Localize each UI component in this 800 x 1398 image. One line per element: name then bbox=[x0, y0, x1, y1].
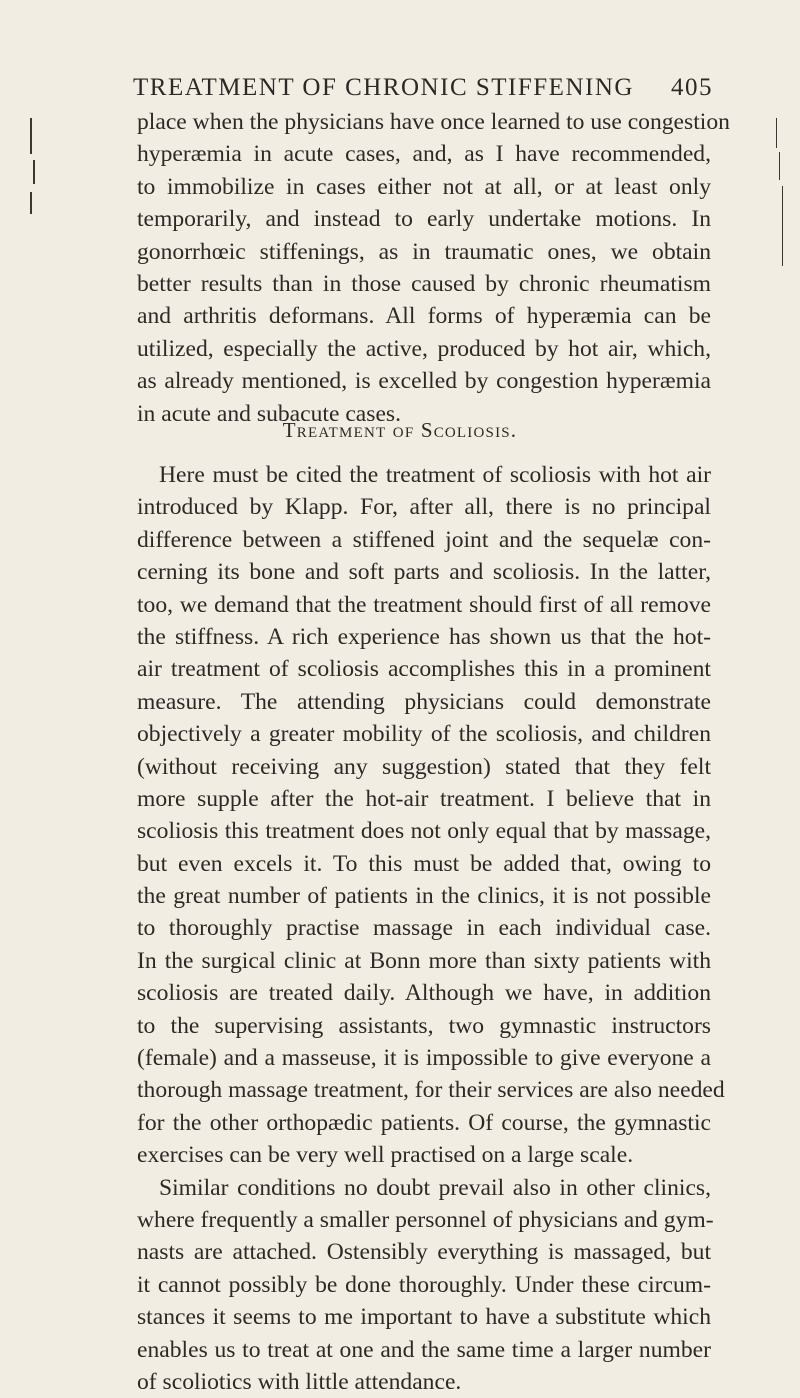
section-body bbox=[137, 459, 725, 1398]
text-line: too, we demand that the treatment should first of all remove bbox=[137, 591, 711, 618]
text-line: (without receiving any suggestion) stated that they felt bbox=[137, 753, 711, 780]
text-line: utilized, especially the active, produced by hot air, which, bbox=[137, 335, 711, 362]
text-line: temporarily, and instead to early undertake motions. In bbox=[137, 206, 711, 233]
text-line: nasts are attached. Ostensibly everything is massaged, but bbox=[137, 1239, 711, 1266]
page-number: 405 bbox=[671, 74, 713, 101]
text-line: where frequently a smaller personnel of physicians and gym- bbox=[137, 1206, 714, 1233]
running-head-title: TREATMENT OF CHRONIC STIFFENING bbox=[133, 74, 634, 101]
text-line: scoliosis are treated daily. Although we have, in addition bbox=[137, 980, 711, 1007]
text-line: objectively a greater mobility of the scoliosis, and children bbox=[137, 721, 711, 748]
running-head bbox=[133, 74, 713, 102]
text-line: of scoliotics with little attendance. bbox=[137, 1368, 462, 1395]
text-line: Here must be cited the treatment of scoliosis with hot air bbox=[159, 462, 711, 488]
section-heading bbox=[0, 418, 800, 443]
text-line: to the supervising assistants, two gymnastic instructors bbox=[137, 1012, 711, 1039]
text-line: exercises can be very well practised on a large scale. bbox=[137, 1142, 634, 1169]
text-line: more supple after the hot-air treatment. I believe that in bbox=[137, 785, 711, 812]
text-line: to immobilize in cases either not at all, or at least only bbox=[137, 173, 711, 200]
text-line: in acute and subacute cases. bbox=[137, 400, 402, 427]
text-line: thorough massage treatment, for their services are also needed bbox=[137, 1077, 725, 1104]
text-line: stances it seems to me important to have a substitute which bbox=[137, 1304, 711, 1331]
scan-edge-mark-left-1 bbox=[30, 118, 32, 154]
text-line: introduced by Klapp. For, after all, there is no principal bbox=[137, 494, 711, 521]
section-heading-text: Treatment of Scoliosis. bbox=[282, 418, 518, 442]
text-line: for the other orthopædic patients. Of course, the gymnastic bbox=[137, 1109, 711, 1136]
text-line: enables us to treat at one and the same time a larger number bbox=[137, 1336, 711, 1363]
text-line: the great number of patients in the clinics, it is not possible bbox=[137, 883, 711, 910]
text-line: cerning its bone and soft parts and scoliosis. In the latter, bbox=[137, 559, 711, 586]
scan-edge-mark-right-2 bbox=[779, 152, 780, 180]
text-line: better results than in those caused by chronic rheumatism bbox=[137, 270, 711, 297]
scan-edge-mark-left-3 bbox=[30, 192, 32, 214]
text-line: In the surgical clinic at Bonn more than sixty patients with bbox=[137, 947, 711, 974]
text-line: but even excels it. To this must be added that, owing to bbox=[137, 850, 711, 877]
text-line: hyperæmia in acute cases, and, as I have recommended, bbox=[137, 141, 711, 168]
scan-edge-mark-right-1 bbox=[776, 118, 777, 148]
text-line: gonorrhœic stiffenings, as in traumatic ones, we obtain bbox=[137, 238, 711, 265]
text-line: difference between a stiffened joint and the sequelæ con- bbox=[137, 526, 711, 553]
text-line: scoliosis this treatment does not only equal that by massage, bbox=[137, 818, 711, 845]
text-line: air treatment of scoliosis accomplishes this in a prominent bbox=[137, 656, 711, 683]
text-line: Similar conditions no doubt prevail also in other clinics, bbox=[159, 1174, 711, 1201]
scan-edge-mark-left-2 bbox=[33, 160, 35, 184]
text-line: and arthritis deformans. All forms of hyperæmia can be bbox=[137, 303, 711, 330]
scan-edge-mark-right-3 bbox=[782, 186, 783, 266]
text-line: (female) and a masseuse, it is impossible to give everyone a bbox=[137, 1045, 711, 1072]
text-line: as already mentioned, is excelled by congestion hyperæmia bbox=[137, 368, 711, 395]
paragraph-1 bbox=[137, 106, 730, 430]
text-line: the stiffness. A rich experience has shown us that the hot- bbox=[137, 623, 711, 650]
text-line: place when the physicians have once learned to use congestion bbox=[137, 109, 730, 135]
text-line: measure. The attending physicians could demonstrate bbox=[137, 688, 711, 715]
text-line: it cannot possibly be done thoroughly. Under these circum- bbox=[137, 1271, 711, 1298]
text-line: to thoroughly practise massage in each individual case. bbox=[137, 915, 711, 942]
